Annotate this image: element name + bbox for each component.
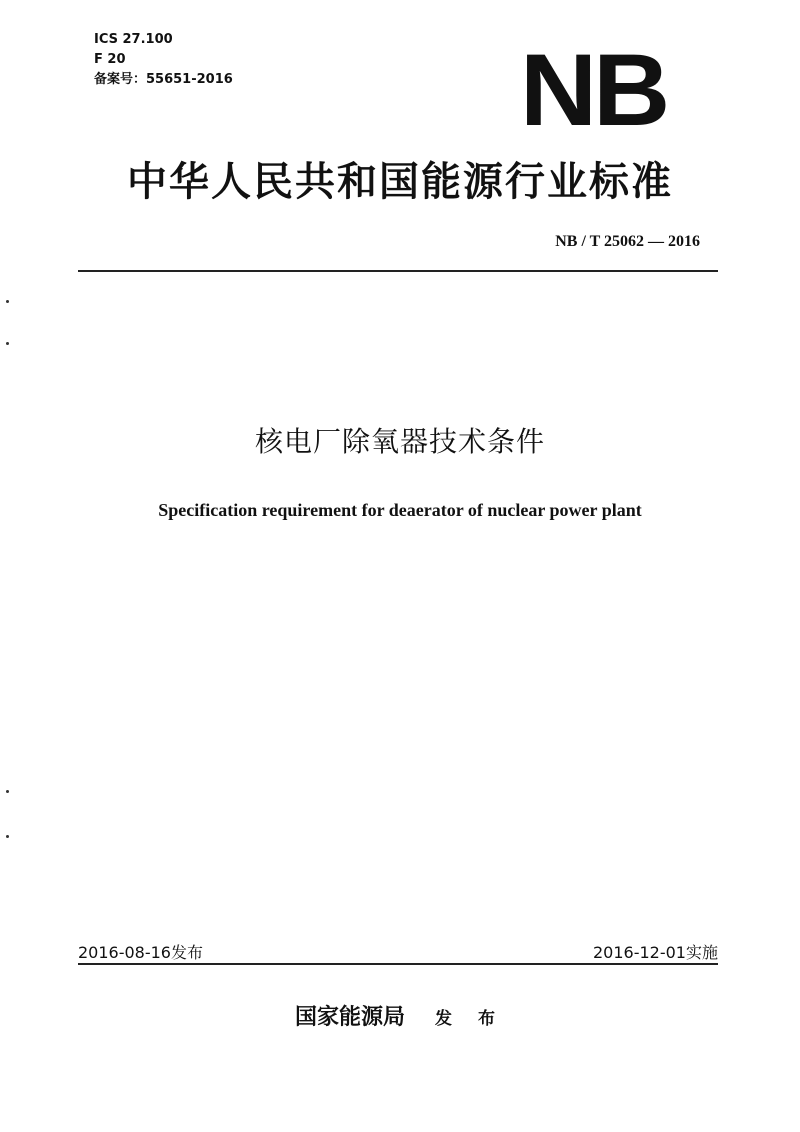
scan-speck (6, 835, 9, 838)
ccs-code: F 20 (94, 52, 126, 67)
issue-date: 2016-08-16发布 (78, 943, 203, 962)
filing-number: 备案号：55651-2016 (94, 72, 233, 87)
document-title-chinese: 核电厂除氧器技术条件 (254, 425, 545, 458)
nb-logo: NB (519, 33, 667, 147)
scan-speck (6, 300, 9, 303)
publisher-suffix: 发 布 (435, 1009, 505, 1029)
document-title-english: Specification requirement for deaerator of nuclear power plant (158, 500, 642, 520)
scan-speck (6, 342, 9, 345)
ics-code: ICS 27.100 (94, 32, 173, 47)
footer-divider (78, 963, 718, 965)
scan-speck (6, 790, 9, 793)
publisher-name: 国家能源局 (295, 1005, 406, 1030)
classification-block (94, 30, 233, 90)
publisher-line (0, 1000, 800, 1031)
header-divider (78, 270, 718, 272)
standard-category: 中华人民共和国能源行业标准 (127, 159, 673, 205)
implementation-date: 2016-12-01实施 (593, 943, 718, 962)
standard-number: NB / T 25062 — 2016 (555, 233, 700, 250)
